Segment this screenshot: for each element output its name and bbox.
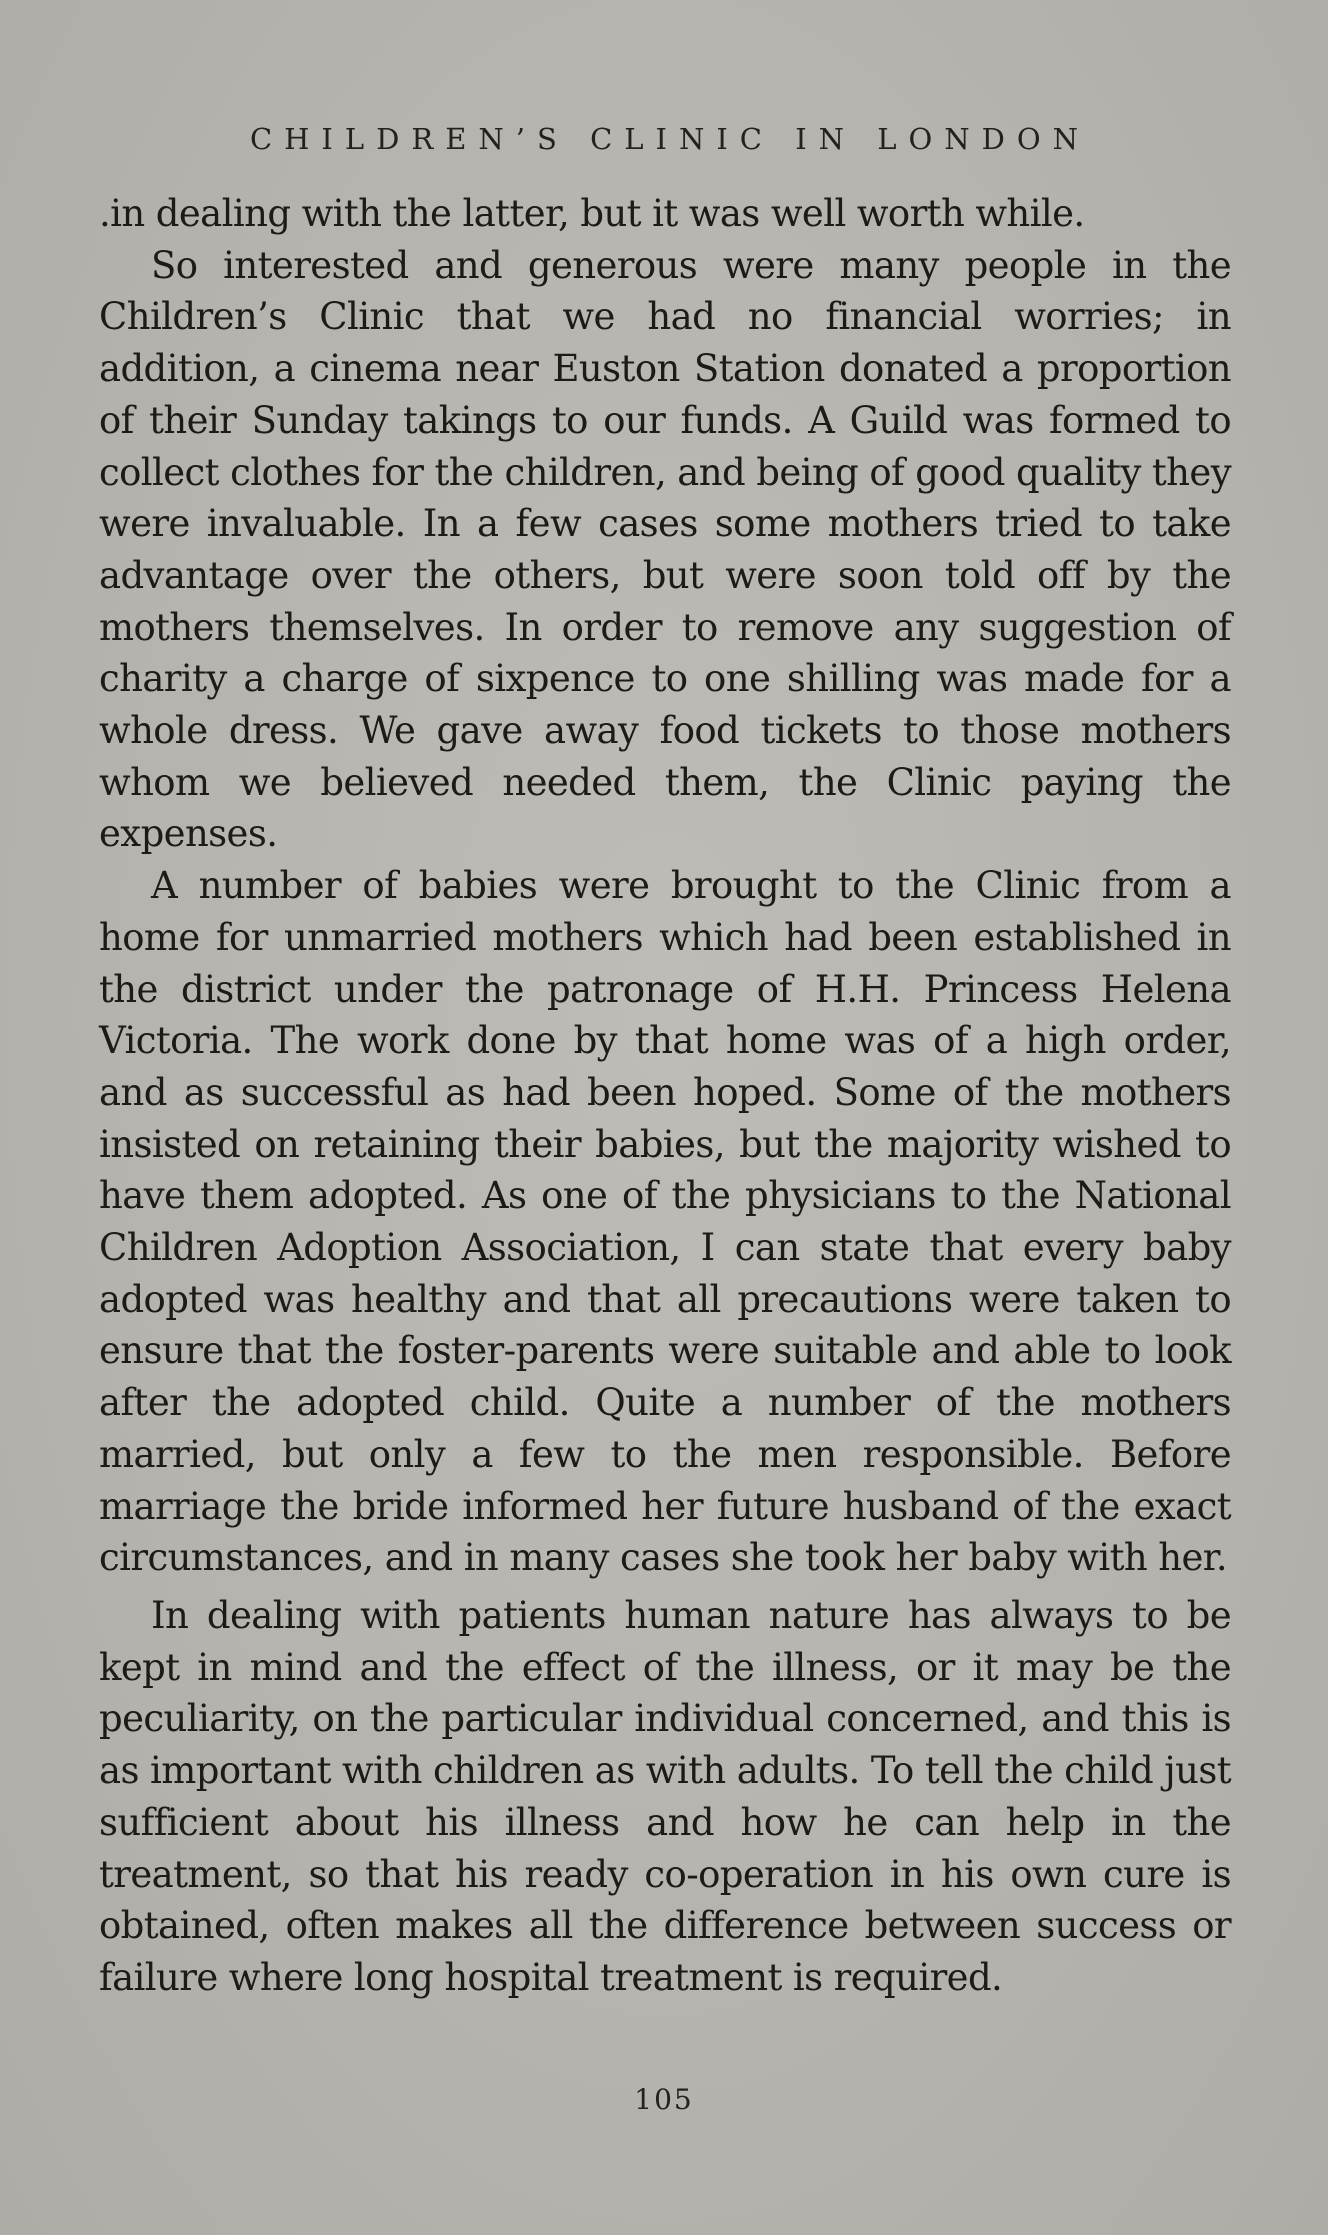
paragraph-adoption: A number of babies were brought to the Clinic from a home for unmarried mothers which had been established in the district under the patronage of H.H. Princess Helena Victoria. The work done by that home was of a high order, and as successful as had been hoped. Some of the mothers insisted on retaining their babies, but the majority wished to have them adopted. As one of the physicians to the National Children Adoption Association, I can state that every baby adopted was healthy and that all precautions were taken to ensure that the foster-parents were suitable and able to look after the adopted child. Quite a number of the mothers married, but only a few to the men responsible. Before marriage the bride informed her future husband of the exact circumstances, and in many cases she took her baby with her.: [99, 864, 1231, 1580]
body-text: [99, 188, 1231, 2004]
paragraph-clinic-funds: So interested and generous were many people in the Children’s Clinic that we had no financial worries; in addition, a cinema near Euston Station donated a proportion of their Sunday takings to our funds. A Guild was formed to collect clothes for the children, and being of good quality they were invaluable. In a few cases some mothers tried to take advantage over the others, but were soon told off by the mothers themselves. In order to remove any suggestion of charity a charge of sixpence to one shilling was made for a whole dress. We gave away food tickets to those mothers whom we believed needed them, the Clinic paying the expenses.: [99, 243, 1232, 856]
paragraph-continuation: .in dealing with the latter, but it was well worth while.: [99, 192, 1085, 235]
page-number: 105: [634, 2083, 694, 2116]
running-head: CHILDREN’S CLINIC IN LONDON: [249, 122, 1091, 156]
paragraph-human-nature: In dealing with patients human nature has always to be kept in mind and the effect of the illness, or it may be the peculiarity, on the particular individual concerned, and this is as important with children as with adults. To tell the child just sufficient about his illness and how he can help in the treatment, so that his ready co-operation in his own cure is obtained, often makes all the difference between success or failure where long hospital treatment is required.: [99, 1593, 1231, 1999]
